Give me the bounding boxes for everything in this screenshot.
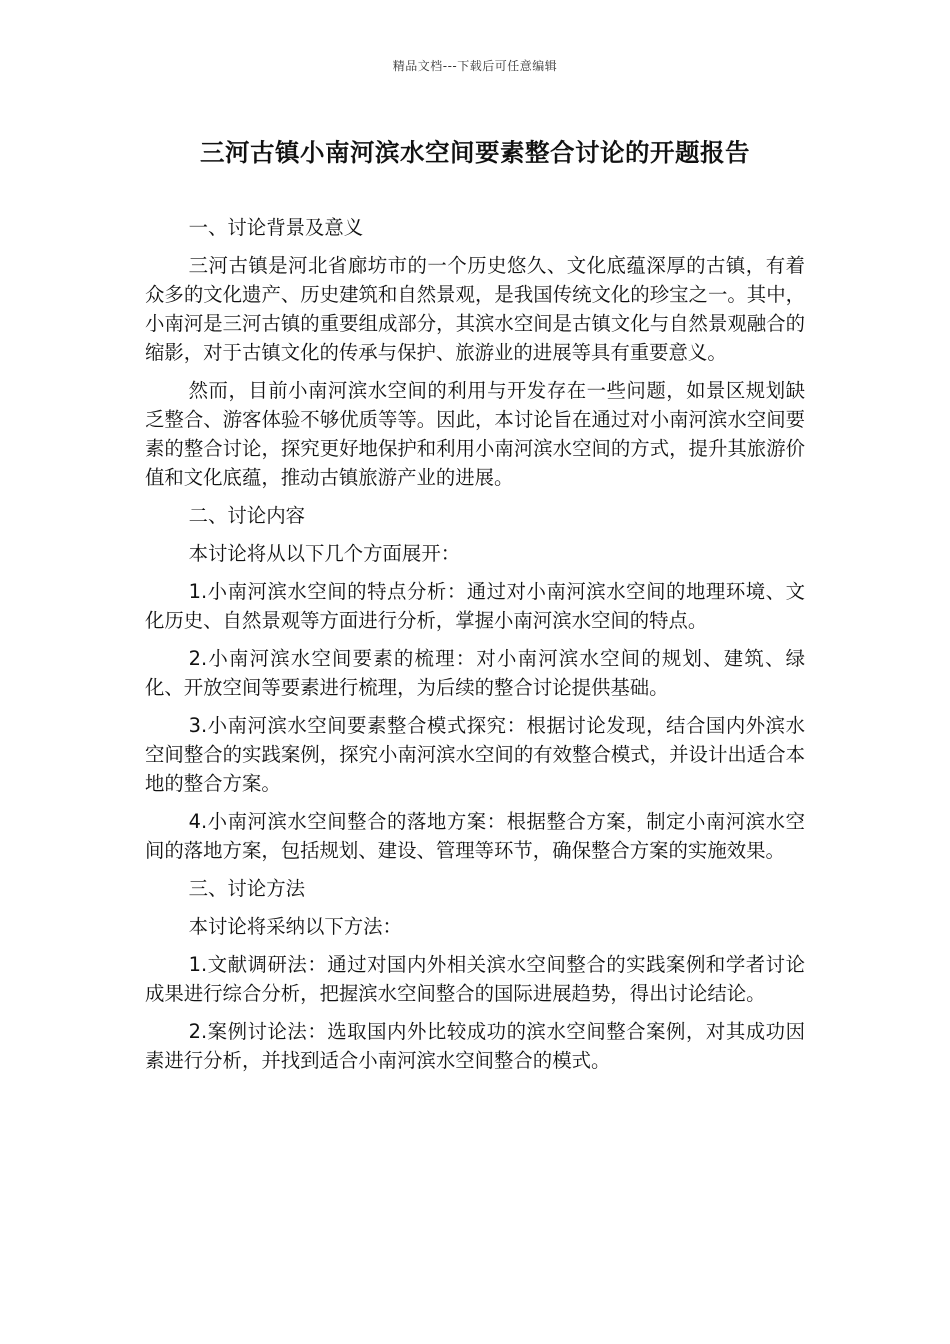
section-heading-content: 二、讨论内容 (188, 504, 305, 527)
paragraph-background-intro: 三河古镇是河北省廊坊市的一个历史悠久、文化底蕴深厚的古镇，有着众多的文化遗产、历史建筑和自然景观，是我国传统文化的珍宝之一。其中，小南河是三河古镇的重要组成部分，其滨水空间是古镇文化与自然景观融合的缩影，对于古镇文化的传承与保护、旅游业的进展等具有重要意义。 (145, 254, 805, 364)
document-title: 三河古镇小南河滨水空间要素整合讨论的开题报告 (200, 138, 750, 167)
list-item-method-2: 2.案例讨论法：选取国内外比较成功的滨水空间整合案例，对其成功因素进行分析，并找到适合小南河滨水空间整合的模式。 (145, 1020, 805, 1072)
list-item-content-3: 3.小南河滨水空间要素整合模式探究：根据讨论发现，结合国内外滨水空间整合的实践案例，探究小南河滨水空间的有效整合模式，并设计出适合本地的整合方案。 (145, 714, 805, 795)
paragraph-background-problem: 然而，目前小南河滨水空间的利用与开发存在一些问题，如景区规划缺乏整合、游客体验不够优质等等。因此，本讨论旨在通过对小南河滨水空间要素的整合讨论，探究更好地保护和利用小南河滨水空间的方式，提升其旅游价值和文化底蕴，推动古镇旅游产业的进展。 (145, 379, 805, 489)
paragraph-methods-intro: 本讨论将采纳以下方法： (188, 915, 402, 938)
section-heading-methods: 三、讨论方法 (188, 877, 305, 900)
list-item-content-4: 4.小南河滨水空间整合的落地方案：根据整合方案，制定小南河滨水空间的落地方案，包括规划、建设、管理等环节，确保整合方案的实施效果。 (145, 810, 805, 862)
list-item-content-2: 2.小南河滨水空间要素的梳理：对小南河滨水空间的规划、建筑、绿化、开放空间等要素进行梳理，为后续的整合讨论提供基础。 (145, 647, 805, 699)
list-item-method-1: 1.文献调研法：通过对国内外相关滨水空间整合的实践案例和学者讨论成果进行综合分析，把握滨水空间整合的国际进展趋势，得出讨论结论。 (145, 953, 805, 1005)
section-heading-background: 一、讨论背景及意义 (188, 216, 364, 239)
list-item-content-1: 1.小南河滨水空间的特点分析：通过对小南河滨水空间的地理环境、文化历史、自然景观等方面进行分析，掌握小南河滨水空间的特点。 (145, 580, 805, 632)
header-note: 精品文档---下载后可任意编辑 (392, 59, 558, 73)
document-body (145, 213, 805, 1084)
paragraph-content-intro: 本讨论将从以下几个方面展开： (188, 542, 461, 565)
